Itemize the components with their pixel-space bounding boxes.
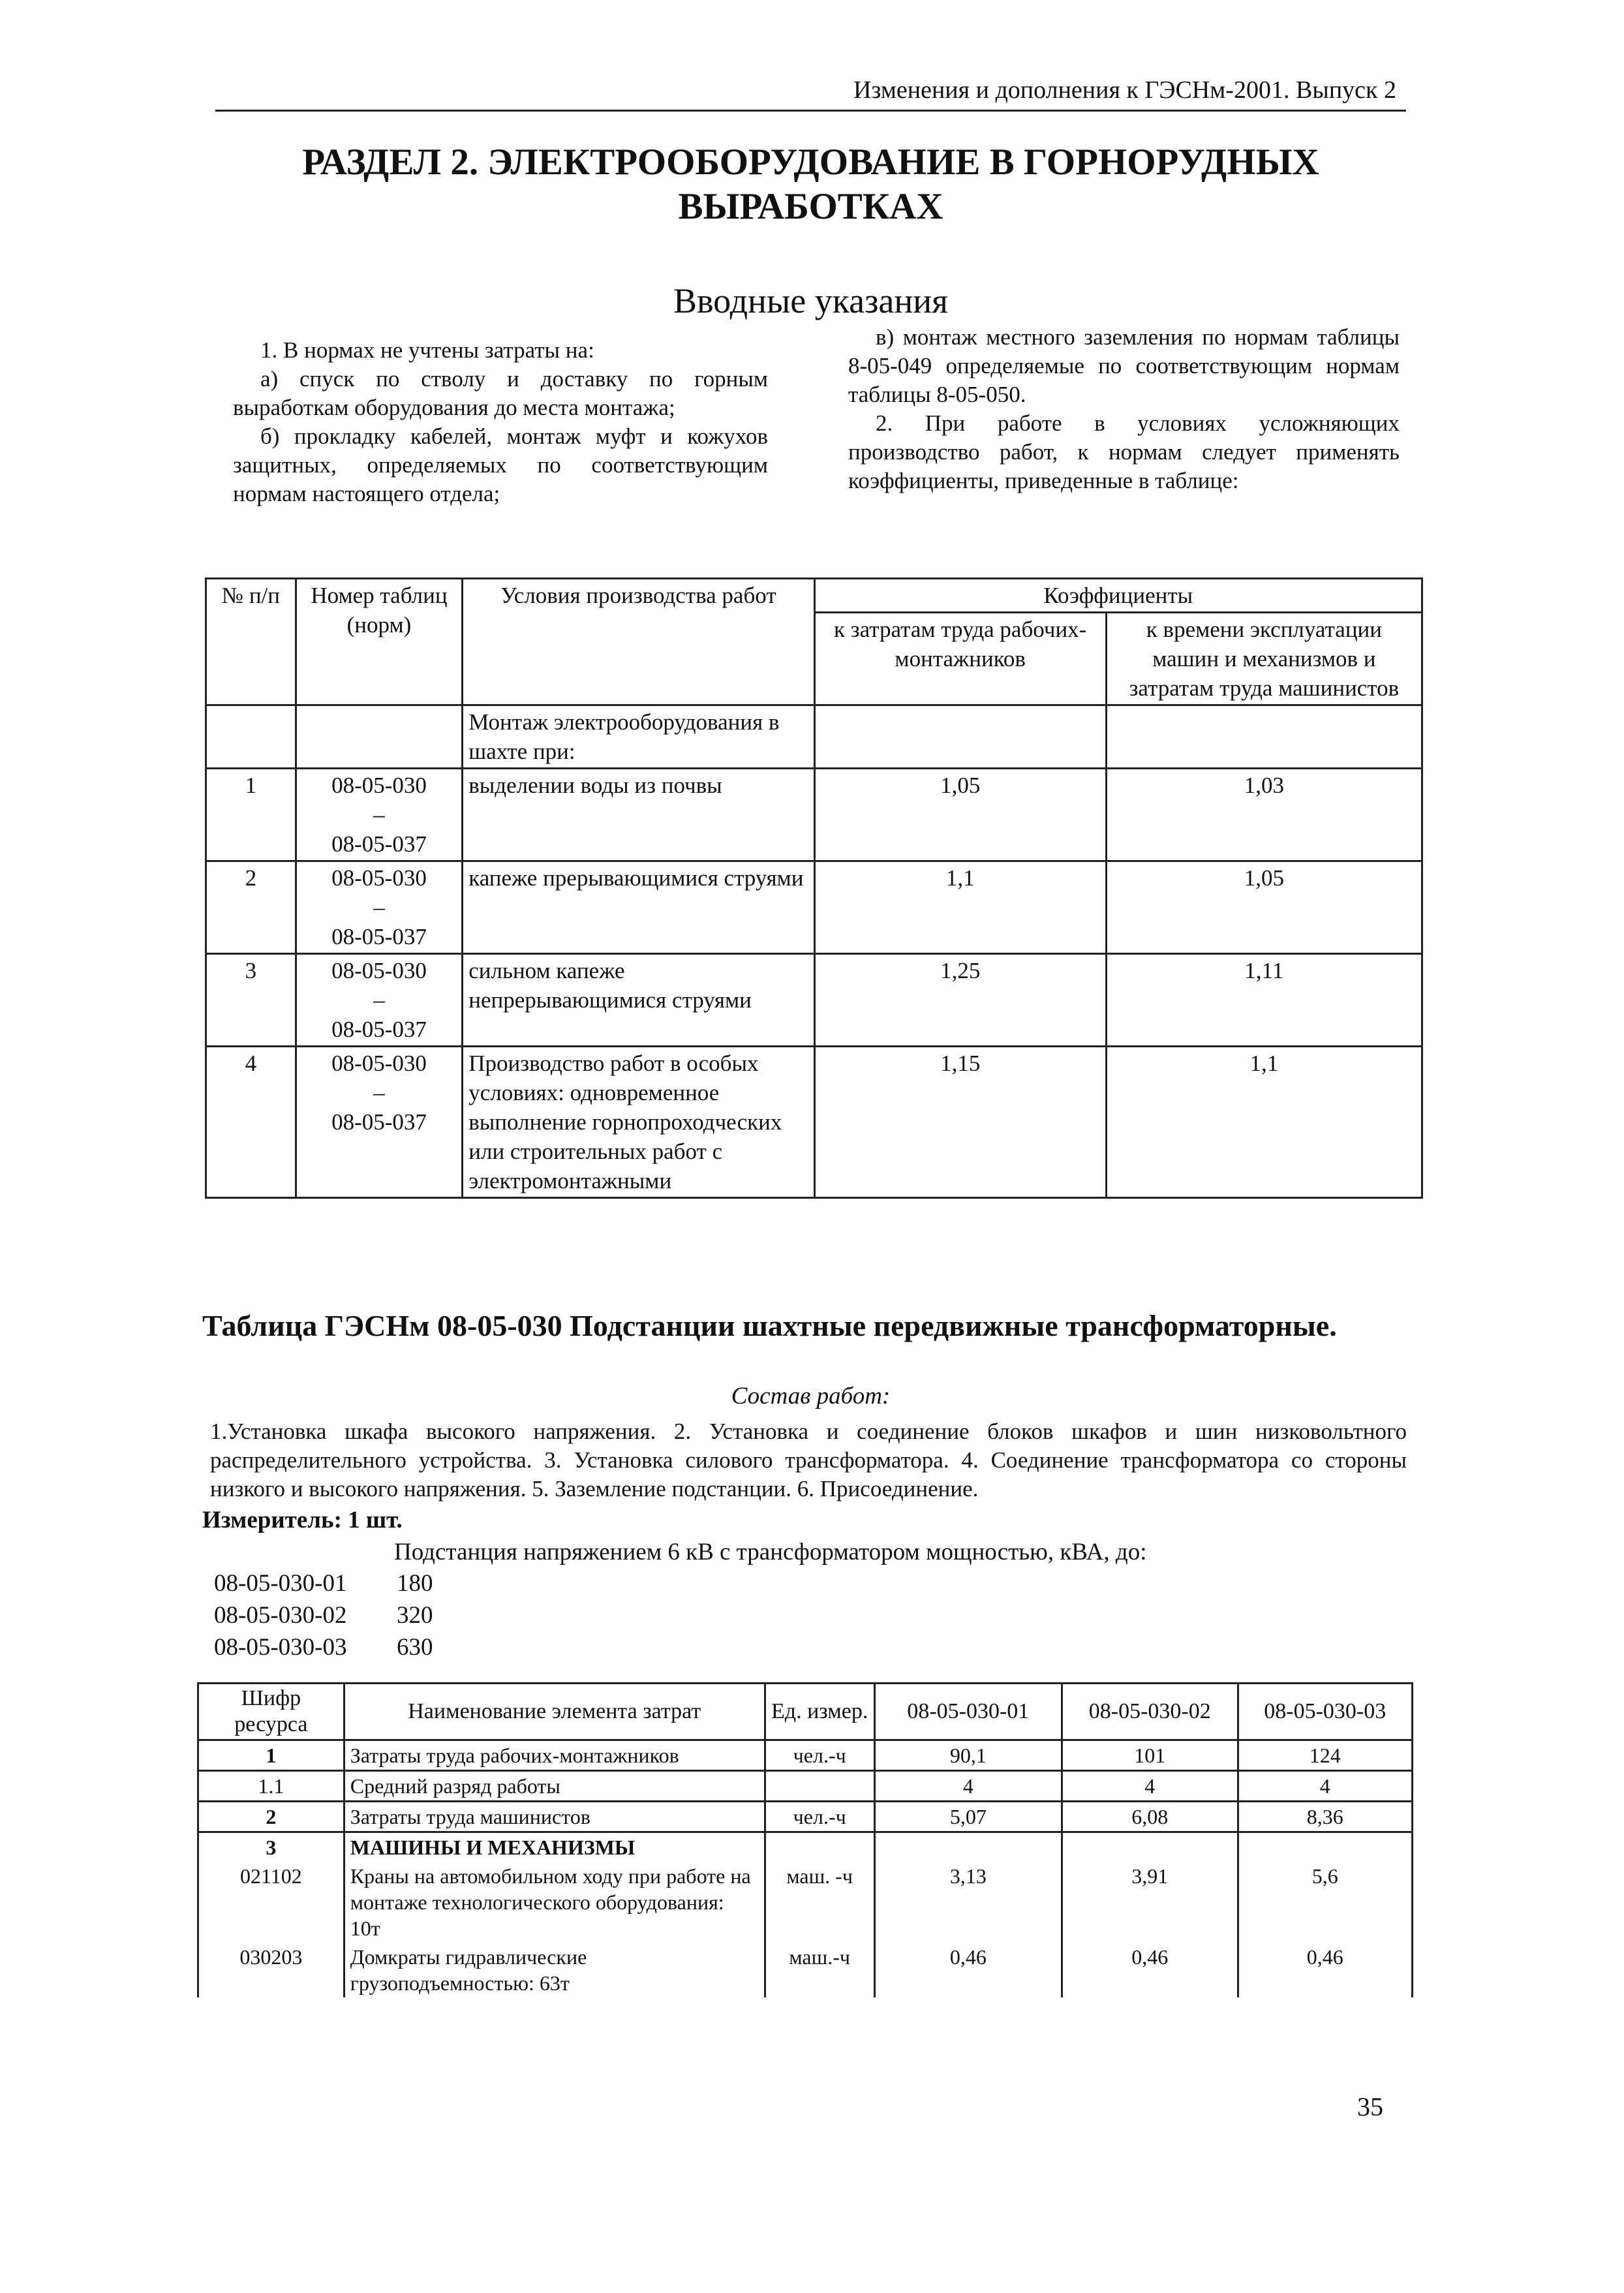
table-row <box>206 1047 1422 1198</box>
list-item <box>214 1567 433 1599</box>
norm-code: 08-05-030-03 <box>214 1634 347 1661</box>
header-table-no: Номер таблиц (норм) <box>296 579 463 705</box>
row-num: 2 <box>206 861 296 954</box>
table-row <box>198 1832 1413 1862</box>
section-title: РАЗДЕЛ 2. ЭЛЕКТРООБОРУДОВАНИЕ В ГОРНОРУДНЫХ ВЫРАБОТКАХ <box>302 142 1319 227</box>
header-name: Наименование элемента затрат <box>344 1684 765 1740</box>
cell-v3: 5,6 <box>1238 1862 1413 1943</box>
cell-v2: 3,91 <box>1062 1862 1238 1943</box>
resources-table <box>197 1682 1413 1997</box>
row-num: 4 <box>206 1047 296 1198</box>
cell-name: Затраты труда машинистов <box>344 1802 765 1832</box>
row-condition: выделении воды из почвы <box>463 769 814 861</box>
header-norm-3: 08-05-030-03 <box>1238 1684 1413 1740</box>
measure-label: Измеритель: <box>202 1507 342 1533</box>
row-k-labor: 1,15 <box>814 1047 1106 1198</box>
cell-code: 030203 <box>198 1943 345 1997</box>
row-num: 1 <box>206 769 296 861</box>
norm-code: 08-05-030-01 <box>214 1570 347 1597</box>
measure-unit <box>202 1506 403 1534</box>
table-row <box>198 1802 1413 1832</box>
cell-code: 3 <box>198 1832 345 1862</box>
cell-v1: 5,07 <box>874 1802 1062 1832</box>
list-item <box>214 1631 433 1663</box>
header-unit: Ед. измер. <box>765 1684 874 1740</box>
cell-v1: 3,13 <box>874 1862 1062 1943</box>
cell-name: Затраты труда рабочих-монтажников <box>344 1740 765 1771</box>
cell-name: Средний разряд работы <box>344 1771 765 1802</box>
cell-code: 1 <box>198 1740 345 1771</box>
header-labor: к затратам труда рабочих-монтажников <box>814 613 1106 705</box>
work-composition-title: Состав работ: <box>731 1383 891 1409</box>
cell-v1: 0,46 <box>874 1943 1062 1997</box>
work-composition-text: 1.Установка шкафа высокого напряжения. 2. Установка и соединение блоков шкафов и шин низковольтного распределительного устройства. 3. Установка силового трансформатора. 4. Соединение трансформатора со стороны низкого и высокого напряжения. 5. Заземление подстанции. 6. Присоединение. <box>210 1419 1407 1501</box>
cell-v2 <box>1062 1832 1238 1862</box>
row-tables: 08-05-030 – 08-05-037 <box>296 861 463 954</box>
running-header: Изменения и дополнения к ГЭСНм-2001. Выпуск 2 <box>853 76 1396 104</box>
row-condition: капеже прерывающимися струями <box>463 861 814 954</box>
cell-v1 <box>874 1832 1062 1862</box>
cell-unit: чел.-ч <box>765 1802 874 1832</box>
norm-codes-list <box>214 1567 433 1663</box>
group-label: Монтаж электрооборудования в шахте при: <box>463 705 814 769</box>
row-k-machines: 1,05 <box>1106 861 1422 954</box>
cell-v2: 6,08 <box>1062 1802 1238 1832</box>
header-code: Шифр ресурса <box>198 1684 345 1740</box>
row-k-labor: 1,25 <box>814 954 1106 1047</box>
row-tables: 08-05-030 – 08-05-037 <box>296 769 463 861</box>
header-norm-2: 08-05-030-02 <box>1062 1684 1238 1740</box>
list-item <box>214 1599 433 1631</box>
header-norm-1: 08-05-030-01 <box>874 1684 1062 1740</box>
cell-v1: 4 <box>874 1771 1062 1802</box>
row-k-labor: 1,05 <box>814 769 1106 861</box>
header-coefficients: Коэффициенты <box>814 579 1422 613</box>
cell-code: 2 <box>198 1802 345 1832</box>
cell-name: Краны на автомобильном ходу при работе на монтаже технологического оборудования: 10т <box>344 1862 765 1943</box>
cell-unit: маш.-ч <box>765 1943 874 1997</box>
cell-v2: 4 <box>1062 1771 1238 1802</box>
header-rule <box>215 110 1406 112</box>
intro-right-column <box>848 323 1400 495</box>
intro-paragraph: а) спуск по стволу и доставку по горным выработкам оборудования до места монтажа; <box>233 366 768 420</box>
header-num: № п/п <box>206 579 296 705</box>
intro-title: Вводные указания <box>673 281 949 320</box>
norm-value: 320 <box>397 1602 433 1629</box>
row-condition: Производство работ в особых условиях: одновременное выполнение горнопроходческих или строительных работ с электромонтажными <box>463 1047 814 1198</box>
cell-unit: чел.-ч <box>765 1740 874 1771</box>
table-row <box>198 1943 1413 1997</box>
cell-code: 021102 <box>198 1862 345 1943</box>
cell-v1: 90,1 <box>874 1740 1062 1771</box>
cell-name: МАШИНЫ И МЕХАНИЗМЫ <box>344 1832 765 1862</box>
cell-v3: 4 <box>1238 1771 1413 1802</box>
table-030-title: Таблица ГЭСНм 08-05-030 Подстанции шахтные передвижные трансформаторные. <box>202 1309 1337 1342</box>
cell-unit <box>765 1771 874 1802</box>
row-k-machines: 1,03 <box>1106 769 1422 861</box>
cell-unit <box>765 1832 874 1862</box>
cell-v3: 8,36 <box>1238 1802 1413 1832</box>
row-k-machines: 1,11 <box>1106 954 1422 1047</box>
row-tables: 08-05-030 – 08-05-037 <box>296 1047 463 1198</box>
intro-paragraph: в) монтаж местного заземления по нормам таблицы 8-05-049 определяемые по соответствующим нормам таблицы 8-05-050. <box>848 324 1400 407</box>
header-conditions: Условия производства работ <box>463 579 814 705</box>
header-machines: к времени эксплуатации машин и механизмов и затратам труда машинистов <box>1106 613 1422 705</box>
cell-v3: 0,46 <box>1238 1943 1413 1997</box>
table-row <box>198 1771 1413 1802</box>
norms-subtitle: Подстанция напряжением 6 кВ с трансформатором мощностью, кВА, до: <box>394 1539 1147 1565</box>
coefficients-table <box>205 577 1423 1199</box>
measure-value: 1 шт. <box>348 1507 403 1533</box>
row-tables: 08-05-030 – 08-05-037 <box>296 954 463 1047</box>
cell-v2: 0,46 <box>1062 1943 1238 1997</box>
cell-v3: 124 <box>1238 1740 1413 1771</box>
intro-left-column <box>233 336 768 508</box>
cell-v3 <box>1238 1832 1413 1862</box>
table-row <box>198 1740 1413 1771</box>
norm-value: 630 <box>397 1634 433 1661</box>
norm-code: 08-05-030-02 <box>214 1602 347 1629</box>
row-condition: сильном капеже непрерывающимися струями <box>463 954 814 1047</box>
norm-value: 180 <box>397 1570 433 1597</box>
intro-paragraph: 2. При работе в условиях усложняющих производство работ, к нормам следует применять коэффициенты, приведенные в таблице: <box>848 410 1400 493</box>
table-row <box>206 861 1422 954</box>
table-row <box>206 769 1422 861</box>
table-row <box>198 1862 1413 1943</box>
cell-code: 1.1 <box>198 1771 345 1802</box>
intro-paragraph: б) прокладку кабелей, монтаж муфт и кожухов защитных, определяемых по соответствующим нормам настоящего отдела; <box>233 423 768 506</box>
row-k-labor: 1,1 <box>814 861 1106 954</box>
page-number: 35 <box>1357 2092 1383 2121</box>
cell-name: Домкраты гидравлические грузоподъемностью: 63т <box>344 1943 765 1997</box>
cell-unit: маш. -ч <box>765 1862 874 1943</box>
intro-paragraph: 1. В нормах не учтены затраты на: <box>260 337 594 363</box>
row-k-machines: 1,1 <box>1106 1047 1422 1198</box>
row-num: 3 <box>206 954 296 1047</box>
cell-v2: 101 <box>1062 1740 1238 1771</box>
table-row <box>206 954 1422 1047</box>
